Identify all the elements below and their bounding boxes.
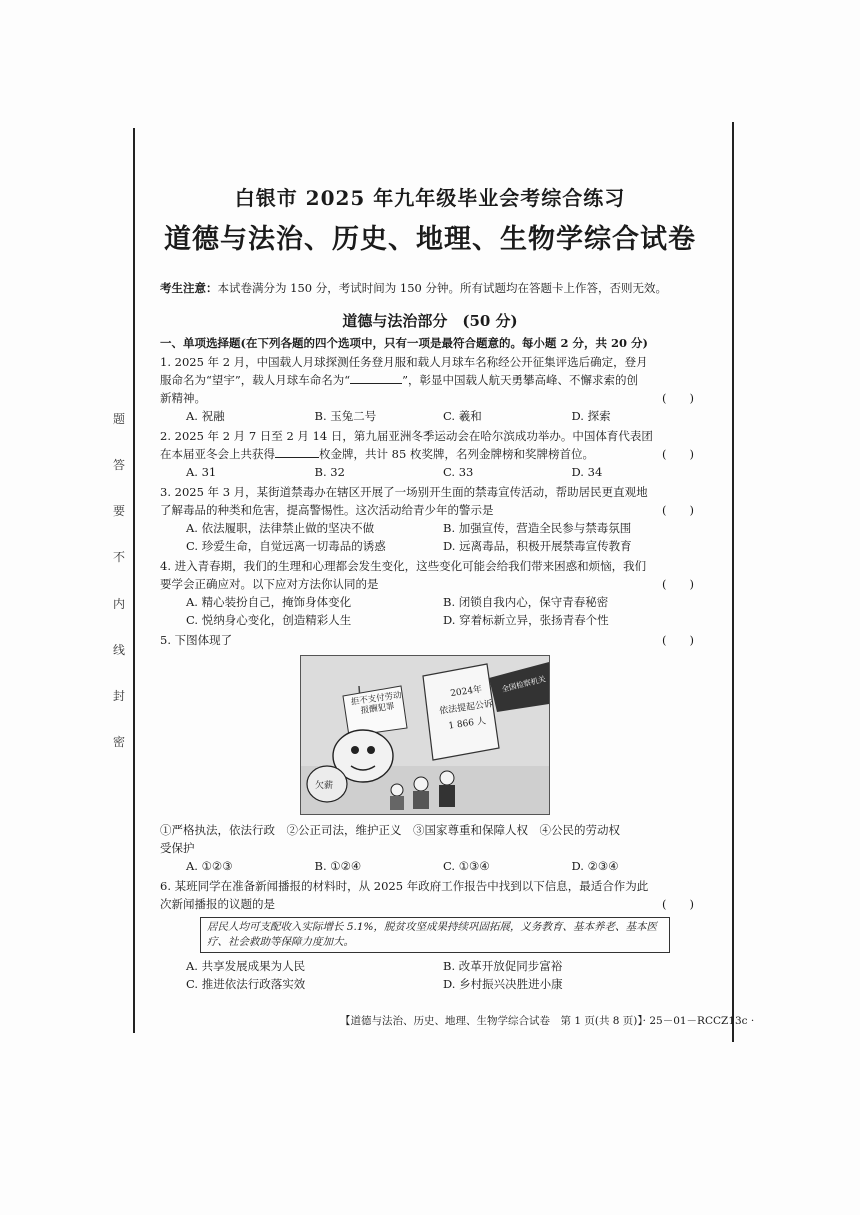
q1-line1: 1. 2025 年 2 月，中国载人月球探测任务登月服和载人月球车名称经公开征集评选后确定，登月: [160, 355, 648, 369]
q3-line2-text: 了解毒品的种类和危害，提高警惕性。这次活动给青少年的警示是: [160, 503, 494, 517]
q4-option-c: C. 悦纳身心变化，创造精彩人生: [186, 613, 352, 627]
q4-option-a: A. 精心装扮自己，掩饰身体变化: [186, 595, 352, 609]
seal-char: 要: [112, 504, 125, 519]
q2-option-d: D. 34: [571, 465, 603, 479]
q2-line2-a: 在本届亚冬会上共获得: [160, 447, 275, 461]
q2-blank: [275, 457, 319, 458]
q1-line2-a: 服命名为“望宇”，载人月球车命名为“: [160, 373, 351, 387]
q4-options: [160, 593, 700, 629]
q3-line1: 3. 2025 年 3 月，某街道禁毒办在辖区开展了一场别开生面的禁毒宣传活动，帮助居民更直观地: [160, 485, 648, 499]
page-border-right: [732, 122, 734, 1042]
answer-paren: ( ): [662, 447, 694, 461]
q2-line2-b: 枚金牌，共计 85 枚奖牌，名列金牌榜和奖牌榜首位。: [319, 447, 594, 461]
q6-line1: 6. 某班同学在准备新闻播报的材料时，从 2025 年政府工作报告中找到以下信息，最适合作为此: [160, 879, 649, 893]
exam-title-line2: 道德与法治、历史、地理、生物学综合试卷: [164, 224, 696, 255]
q5-option-b: B. ①②④: [314, 859, 362, 873]
page-footer: 【道德与法治、历史、地理、生物学综合试卷 第 1 页(共 8 页)】· 25－01－RCCZ13c ·: [340, 1015, 755, 1027]
q1-blank: [350, 383, 402, 384]
q5-statements-line1: ①严格执法，依法行政 ②公正司法，维护正义 ③国家尊重和保障人权 ④公民的劳动权: [160, 823, 620, 837]
question-1: [160, 353, 700, 407]
seal-char: 密: [112, 734, 125, 749]
cartoon-sleeve-text: 全国检察机关: [500, 674, 547, 694]
q1-option-b: B. 玉兔二号: [314, 409, 377, 423]
part-title: 一、单项选择题(在下列各题的四个选项中，只有一项是最符合题意的。每小题 2 分，共 20 分): [160, 336, 648, 350]
answer-paren: ( ): [662, 503, 694, 517]
cartoon-illustration: [301, 656, 549, 814]
notice-text: 本试卷满分为 150 分，考试时间为 150 分钟。所有试题均在答题卡上作答，否则无效。: [217, 281, 668, 295]
q5-option-a: A. ①②③: [186, 859, 233, 873]
seal-char: 封: [112, 688, 125, 703]
q6-options: [160, 957, 700, 993]
q5-cartoon: [300, 655, 550, 815]
notice-label: 考生注意：: [160, 281, 218, 295]
q2-line1: 2. 2025 年 2 月 7 日至 2 月 14 日，第九届亚洲冬季运动会在哈尔滨成功举办。中国体育代表团: [160, 429, 653, 443]
q1-line2-b: ”，彰显中国载人航天勇攀高峰、不懈求索的创: [402, 373, 639, 387]
cartoon-doc-line2: 依法提起公诉: [438, 699, 494, 717]
answer-paren: ( ): [662, 391, 694, 405]
q1-option-d: D. 探索: [571, 409, 611, 423]
answer-paren: ( ): [662, 577, 694, 591]
q5-statements-line2: 受保护: [160, 841, 195, 855]
q3-line2: [160, 501, 700, 519]
q1-line3-text: 新精神。: [160, 391, 206, 405]
exam-page: [160, 180, 700, 993]
question-3: [160, 483, 700, 519]
question-2: [160, 427, 700, 463]
q4-line2-text: 要学会正确应对。以下应对方法你认同的是: [160, 577, 379, 591]
q4-line1: 4. 进入青春期，我们的生理和心理都会发生变化，这些变化可能会给我们带来困惑和烦恼，我们: [160, 559, 647, 573]
answer-paren: ( ): [662, 897, 694, 911]
q5-line1-text: 5. 下图体现了: [160, 633, 233, 647]
q6-option-a: A. 共享发展成果为人民: [186, 959, 306, 973]
seal-char: 不: [112, 550, 125, 565]
q1-option-a: A. 祝融: [186, 409, 225, 423]
q6-info-box: 居民人均可支配收入实际增长 5.1%，脱贫攻坚成果持续巩固拓展，义务教育、基本养老、基本医疗、社会救助等保障力度加大。: [200, 917, 670, 953]
q3-option-d: D. 远离毒品，积极开展禁毒宣传教育: [443, 539, 632, 553]
q6-option-c: C. 推进依法行政落实效: [186, 977, 306, 991]
cartoon-bag-text: 欠薪: [315, 781, 334, 791]
seal-char: 题: [112, 412, 125, 426]
q6-line2: [160, 895, 700, 913]
q5-line1: [160, 631, 700, 649]
q3-option-b: B. 加强宣传，营造全民参与禁毒氛围: [443, 521, 632, 535]
q2-options: [160, 463, 700, 481]
q6-option-b: B. 改革开放促同步富裕: [443, 959, 563, 973]
seal-char: 答: [112, 458, 125, 473]
candidate-notice: [160, 280, 700, 296]
q2-option-b: B. 32: [314, 465, 345, 479]
seal-line-notice: [108, 410, 130, 750]
question-5: [160, 631, 700, 649]
question-4: [160, 557, 700, 593]
cartoon-doc-line3: 1 866 人: [447, 716, 487, 732]
cartoon-sign-text: 拒不支付劳动报酬犯罪: [350, 690, 403, 717]
answer-paren: ( ): [662, 633, 694, 647]
q1-line3: [160, 389, 700, 407]
q2-option-c: C. 33: [443, 465, 474, 479]
q3-options: [160, 519, 700, 555]
q4-option-d: D. 穿着标新立异，张扬青春个性: [443, 613, 609, 627]
q4-line2: [160, 575, 700, 593]
seal-char: 内: [112, 596, 125, 611]
q2-line2: [160, 445, 700, 463]
q5-statements: [160, 821, 700, 857]
q1-line2: [160, 371, 700, 389]
section-title: 道德与法治部分 (50 分): [342, 312, 518, 330]
q6-option-d: D. 乡村振兴决胜进小康: [443, 977, 563, 991]
q6-line2-text: 次新闻播报的议题的是: [160, 897, 275, 911]
q5-options: [160, 857, 700, 875]
cartoon-doc-line1: 2024年: [449, 684, 483, 700]
q1-options: [160, 407, 700, 425]
q3-option-a: A. 依法履职，法律禁止做的坚决不做: [186, 521, 375, 535]
seal-char: 线: [112, 642, 125, 657]
binding-line-left: [133, 128, 135, 1033]
q2-option-a: A. 31: [186, 465, 217, 479]
q1-option-c: C. 羲和: [443, 409, 482, 423]
q5-option-d: D. ②③④: [571, 859, 619, 873]
q4-option-b: B. 闭锁自我内心，保守青春秘密: [443, 595, 609, 609]
q3-option-c: C. 珍爱生命，自觉远离一切毒品的诱惑: [186, 539, 386, 553]
exam-title-line1: 白银市 2025 年九年级毕业会考综合练习: [234, 186, 626, 210]
q5-option-c: C. ①③④: [443, 859, 490, 873]
question-6: [160, 877, 700, 913]
